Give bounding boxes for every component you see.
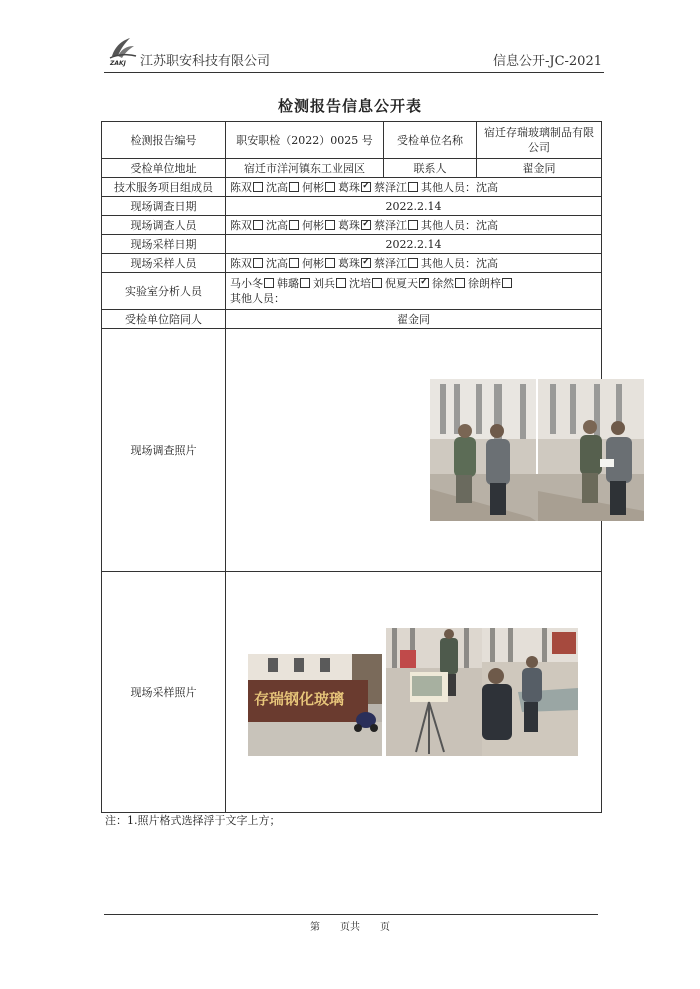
team-members [226, 178, 602, 197]
checked-box-icon[interactable] [361, 182, 371, 192]
address-value: 宿迁市洋河镇东工业园区 [226, 159, 384, 178]
checkbox-icon[interactable] [455, 278, 465, 288]
table-row [102, 310, 602, 329]
checked-box-icon[interactable] [419, 278, 429, 288]
person-name: 何彬 [302, 218, 324, 232]
person-name: 沈高 [266, 256, 288, 270]
checkbox-icon[interactable] [408, 220, 418, 230]
escort-label: 受检单位陪同人 [102, 310, 226, 329]
person-name: 葛珠 [338, 180, 360, 194]
person-name: 沈高 [266, 218, 288, 232]
person-name: 徐然 [432, 277, 454, 290]
table-row [102, 273, 602, 310]
sampling-photo-workshop [482, 628, 578, 756]
checkbox-icon[interactable] [502, 278, 512, 288]
person-name: 何彬 [302, 180, 324, 194]
lab-label: 实验室分析人员 [102, 273, 226, 310]
table-row [102, 122, 602, 159]
surveyors-label: 现场调查人员 [102, 216, 226, 235]
checkbox-icon[interactable] [408, 182, 418, 192]
table-row [102, 329, 602, 572]
table-row [102, 197, 602, 216]
table-row [102, 178, 602, 197]
other-personnel: 其他人员：沈高 [421, 218, 498, 232]
sampling-photo-sign [248, 654, 382, 756]
unit-name-label: 受检单位名称 [384, 122, 477, 159]
checkbox-icon[interactable] [289, 182, 299, 192]
surveyors-members [226, 216, 602, 235]
page-title: 检测报告信息公开表 [277, 97, 422, 115]
footer-rule [104, 914, 598, 915]
checked-box-icon[interactable] [361, 220, 371, 230]
escort-value: 翟金同 [226, 310, 602, 329]
checkbox-icon[interactable] [253, 182, 263, 192]
survey-photo [430, 379, 644, 521]
other-personnel: 其他人员：沈高 [421, 180, 498, 194]
samplers-members [226, 254, 602, 273]
report-table [101, 121, 602, 813]
sampling-date-value: 2022.2.14 [226, 235, 602, 254]
person-name: 葛珠 [338, 256, 360, 270]
page-header [104, 34, 604, 73]
checkbox-icon[interactable] [289, 258, 299, 268]
survey-photo-label: 现场调查照片 [102, 329, 226, 572]
company-name: 江苏职安科技有限公司 [140, 54, 271, 69]
person-name: 沈高 [266, 180, 288, 194]
unit-name-value: 宿迁存瑞玻璃制品有限公司 [477, 122, 602, 159]
sampling-date-label: 现场采样日期 [102, 235, 226, 254]
person-name: 陈双 [230, 180, 252, 194]
checkbox-icon[interactable] [264, 278, 274, 288]
table-row [102, 216, 602, 235]
samplers-label: 现场采样人员 [102, 254, 226, 273]
person-name: 陈双 [230, 256, 252, 270]
team-label: 技术服务项目组成员 [102, 178, 226, 197]
checkbox-icon[interactable] [408, 258, 418, 268]
report-no-value: 职安职检（2022）0025 号 [226, 122, 384, 159]
checkbox-icon[interactable] [289, 220, 299, 230]
person-name: 蔡泽江 [374, 180, 407, 194]
table-row [102, 572, 602, 813]
lab-others: 其他人员： [230, 292, 285, 305]
checkbox-icon[interactable] [325, 258, 335, 268]
checkbox-icon[interactable] [372, 278, 382, 288]
checkbox-icon[interactable] [253, 220, 263, 230]
person-name: 沈培 [349, 277, 371, 290]
checkbox-icon[interactable] [253, 258, 263, 268]
checkbox-icon[interactable] [325, 182, 335, 192]
page-counter: 第 页共 页 [310, 922, 390, 933]
table-row [102, 159, 602, 178]
checkbox-icon[interactable] [336, 278, 346, 288]
person-name: 韩璐 [277, 277, 299, 290]
lab-members-cell [226, 273, 602, 310]
person-name: 葛珠 [338, 218, 360, 232]
address-label: 受检单位地址 [102, 159, 226, 178]
survey-photo-cell [226, 329, 602, 572]
checkbox-icon[interactable] [300, 278, 310, 288]
sampling-photo-label: 现场采样照片 [102, 572, 226, 813]
survey-date-value: 2022.2.14 [226, 197, 602, 216]
person-name: 蔡泽江 [374, 256, 407, 270]
contact-value: 翟金同 [477, 159, 602, 178]
person-name: 何彬 [302, 256, 324, 270]
table-row [102, 254, 602, 273]
lab-members [230, 276, 597, 291]
person-name: 徐朗梓 [468, 277, 501, 290]
survey-date-label: 现场调查日期 [102, 197, 226, 216]
sign-text: 存瑞钢化玻璃 [254, 690, 345, 708]
person-name: 刘兵 [313, 277, 335, 290]
sampling-photo-device [386, 628, 482, 756]
checkbox-icon[interactable] [325, 220, 335, 230]
document-number: 信息公开-JC-2021 [492, 54, 602, 69]
table-row [102, 235, 602, 254]
person-name: 陈双 [230, 218, 252, 232]
footnote: 注：1.照片格式选择浮于文字上方； [105, 814, 281, 827]
sampling-photo-cell [226, 572, 602, 813]
person-name: 倪夏天 [385, 277, 418, 290]
report-no-label: 检测报告编号 [102, 122, 226, 159]
contact-label: 联系人 [384, 159, 477, 178]
other-personnel: 其他人员：沈高 [421, 256, 498, 270]
person-name: 马小冬 [230, 277, 263, 290]
logo-text: ZAKJ [110, 60, 126, 67]
checked-box-icon[interactable] [361, 258, 371, 268]
person-name: 蔡泽江 [374, 218, 407, 232]
